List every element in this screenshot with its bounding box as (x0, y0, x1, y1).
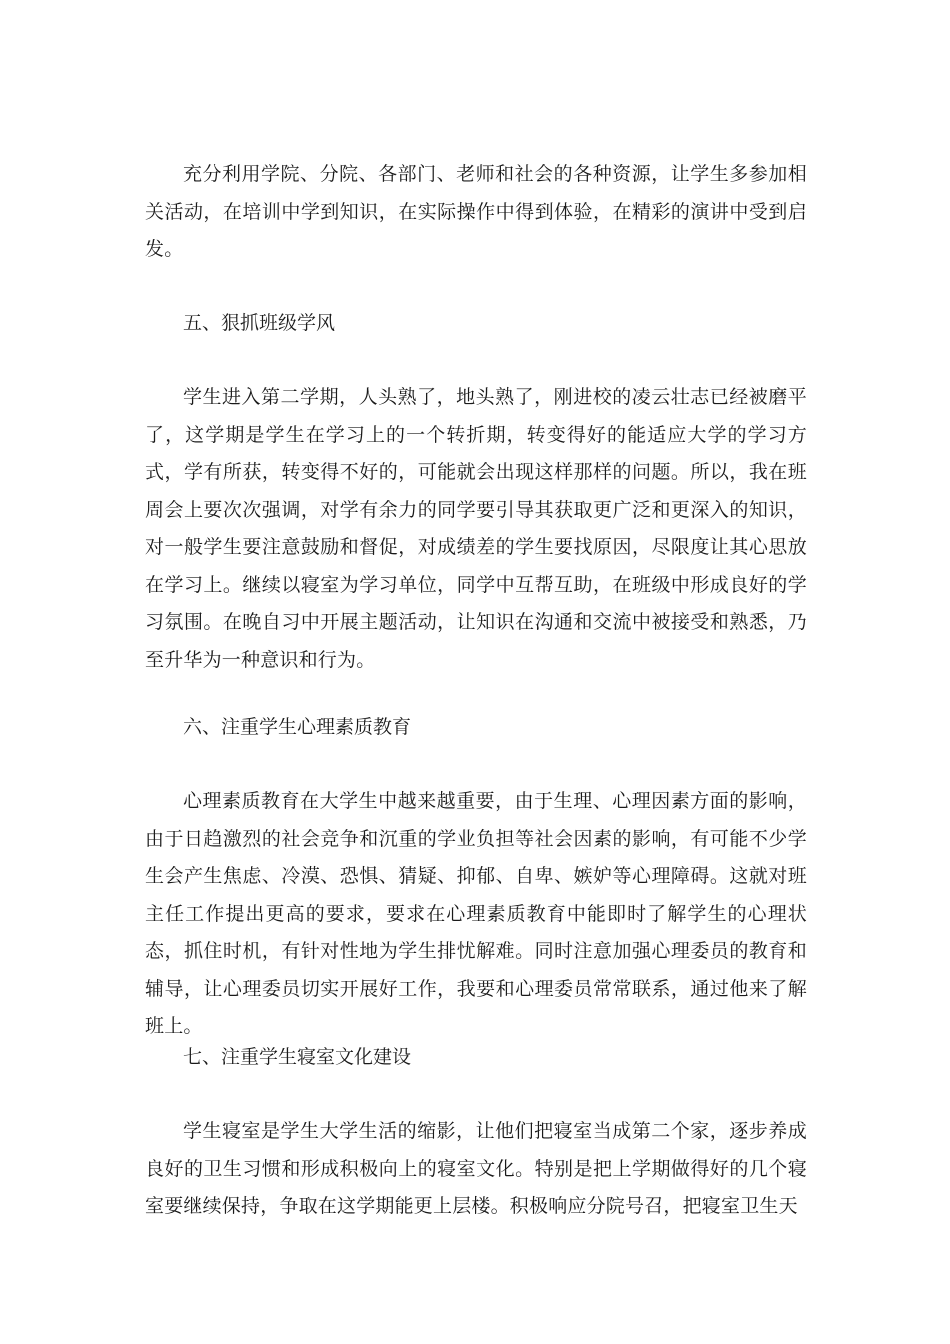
section-heading-5: 五、狠抓班级学风 (183, 312, 336, 334)
paragraph-study-style: 学生进入第二学期，人头熟了，地头熟了，刚进校的凌云壮志已经被磨平了，这学期是学生在学习上的一个转折期，转变得好的能适应大学的学习方式，学有所获，转变得不好的，可能就会出现这样那样的问题。所以，我在班周会上要次次强调，对学有余力的同学要引导其获取更广泛和更深入的知识，对一般学生要注意鼓励和督促，对成绩差的学生要找原因，尽限度让其心思放在学习上。继续以寝室为学习单位，同学中互帮互助，在班级中形成良好的学习氛围。在晚自习中开展主题活动，让知识在沟通和交流中被接受和熟悉，乃至升华为一种意识和行为。 (145, 386, 807, 671)
paragraph-resources: 充分利用学院、分院、各部门、老师和社会的各种资源，让学生多参加相关活动，在培训中学到知识，在实际操作中得到体验，在精彩的演讲中受到启发。 (145, 163, 807, 260)
section-heading-6: 六、注重学生心理素质教育 (183, 716, 412, 738)
paragraph-psychology: 心理素质教育在大学生中越来越重要，由于生理、心理因素方面的影响，由于日趋激烈的社会竞争和沉重的学业负担等社会因素的影响，有可能不少学生会产生焦虑、冷漠、恐惧、猜疑、抑郁、自卑、嫉妒等心理障碍。这就对班主任工作提出更高的要求，要求在心理素质教育中能即时了解学生的心理状态，抓住时机，有针对性地为学生排忧解难。同时注意加强心理委员的教育和辅导，让心理委员切实开展好工作，我要和心理委员常常联系，通过他来了解班上。 (145, 790, 807, 1037)
paragraph-dormitory: 学生寝室是学生大学生活的缩影，让他们把寝室当成第二个家，逐步养成良好的卫生习惯和形成积极向上的寝室文化。特别是把上学期做得好的几个寝室要继续保持，争取在这学期能更上层楼。积极响应分院号召，把寝室卫生天 (145, 1120, 807, 1217)
section-heading-7: 七、注重学生寝室文化建设 (183, 1046, 412, 1068)
